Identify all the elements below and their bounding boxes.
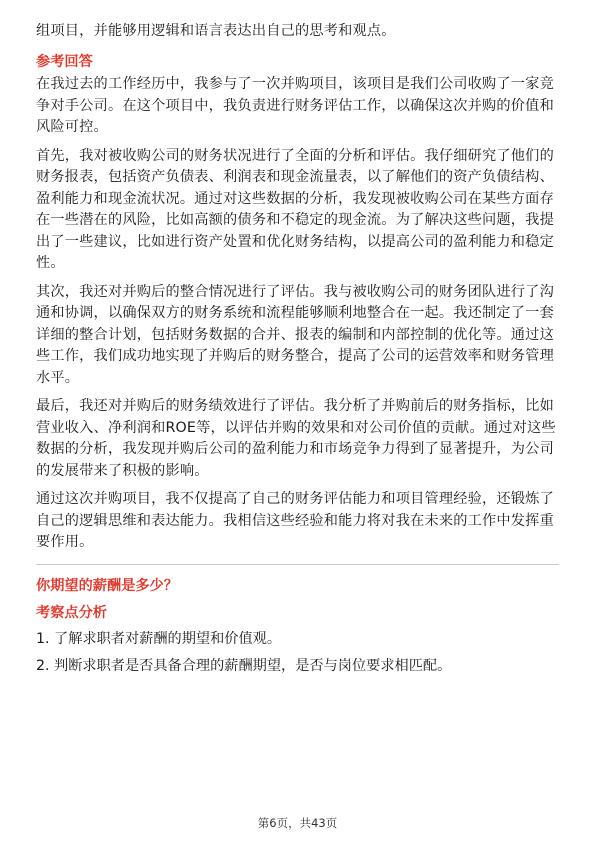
paragraph-line: 要作用。 xyxy=(36,534,94,550)
question-title: 你期望的薪酬是多少？ xyxy=(36,577,178,594)
page-footer: 第6页，共43页 xyxy=(257,816,338,830)
paragraph-line: 财务报表，包括资产负债表、利润表和现金流量表，以了解他们的资产负债结构、 xyxy=(36,169,554,185)
paragraph-line: 风险可控。 xyxy=(36,119,108,135)
answer-paragraph xyxy=(36,396,559,482)
paragraph-line: 盈利能力和现金流状况。通过对这些数据的分析，我发现被收购公司在某些方面存 xyxy=(36,190,554,207)
paragraph-line: 最后，我还对并购后的财务绩效进行了评估。我分析了并购前后的财务指标，比如 xyxy=(36,398,554,414)
answer-paragraph xyxy=(36,74,559,139)
section-divider xyxy=(36,564,559,565)
paragraph-line: 出了一些建议，比如进行资产处置和优化财务结构，以提高公司的盈利能力和稳定 xyxy=(36,233,554,250)
analysis-heading: 考察点分析 xyxy=(36,605,107,621)
paragraph-line: 在我过去的工作经历中，我参与了一次并购项目，该项目是我们公司收购了一家竞 xyxy=(36,76,554,92)
paragraph-line: 其次，我还对并购后的整合情况进行了评估。我与被收购公司的财务团队进行了沟 xyxy=(36,283,554,300)
paragraph-line: 详细的整合计划，包括财务数据的合并、报表的编制和内部控制的优化等。通过这 xyxy=(36,326,554,343)
paragraph-line: 通过这次并购项目，我不仅提高了自己的财务评估能力和项目管理经验，还锻炼了 xyxy=(36,491,554,507)
paragraph-line: 的发展带来了积极的影响。 xyxy=(36,462,209,479)
analysis-list xyxy=(36,629,559,678)
paragraph-line: 水平。 xyxy=(36,369,80,386)
paragraph-line: 些工作，我们成功地实现了并购后的财务整合，提高了公司的运营效率和财务管理 xyxy=(36,348,554,364)
paragraph-line: 数据的分析，我发现并购后公司的盈利能力和市场竞争力得到了显著提升，为公司 xyxy=(36,441,554,457)
paragraph-line: 首先，我对被收购公司的财务状况进行了全面的分析和评估。我仔细研究了他们的 xyxy=(36,147,554,164)
analysis-item: 1. 了解求职者对薪酬的期望和价值观。 xyxy=(36,630,282,647)
paragraph-line: 争对手公司。在这个项目中，我负责进行财务评估工作，以确保这次并购的价值和 xyxy=(36,97,554,114)
intro-line: 组项目，并能够用逻辑和语言表达出自己的思考和观点。 xyxy=(36,23,396,39)
answer-paragraph xyxy=(36,146,559,275)
paragraph-line: 性。 xyxy=(36,255,65,271)
answer-heading: 参考回答 xyxy=(36,53,93,70)
answer-body xyxy=(36,74,559,554)
page-content xyxy=(36,21,559,684)
answer-paragraph xyxy=(36,282,559,390)
paragraph-line: 营业收入、净利润和ROE等，以评估并购的效果和对公司价值的贡献。通过对这些 xyxy=(36,419,556,436)
answer-paragraph xyxy=(36,489,559,554)
paragraph-line: 在一些潜在的风险，比如高额的债务和不稳定的现金流。为了解决这些问题，我提 xyxy=(36,212,554,228)
paragraph-line: 自己的逻辑思维和表达能力。我相信这些经验和能力将对我在未来的工作中发挥重 xyxy=(36,512,554,529)
paragraph-line: 通和协调，以确保双方的财务系统和流程能够顺利地整合在一起。我还制定了一套 xyxy=(36,305,554,321)
analysis-item: 2. 判断求职者是否具备合理的薪酬期望，是否与岗位要求相匹配。 xyxy=(36,658,452,674)
